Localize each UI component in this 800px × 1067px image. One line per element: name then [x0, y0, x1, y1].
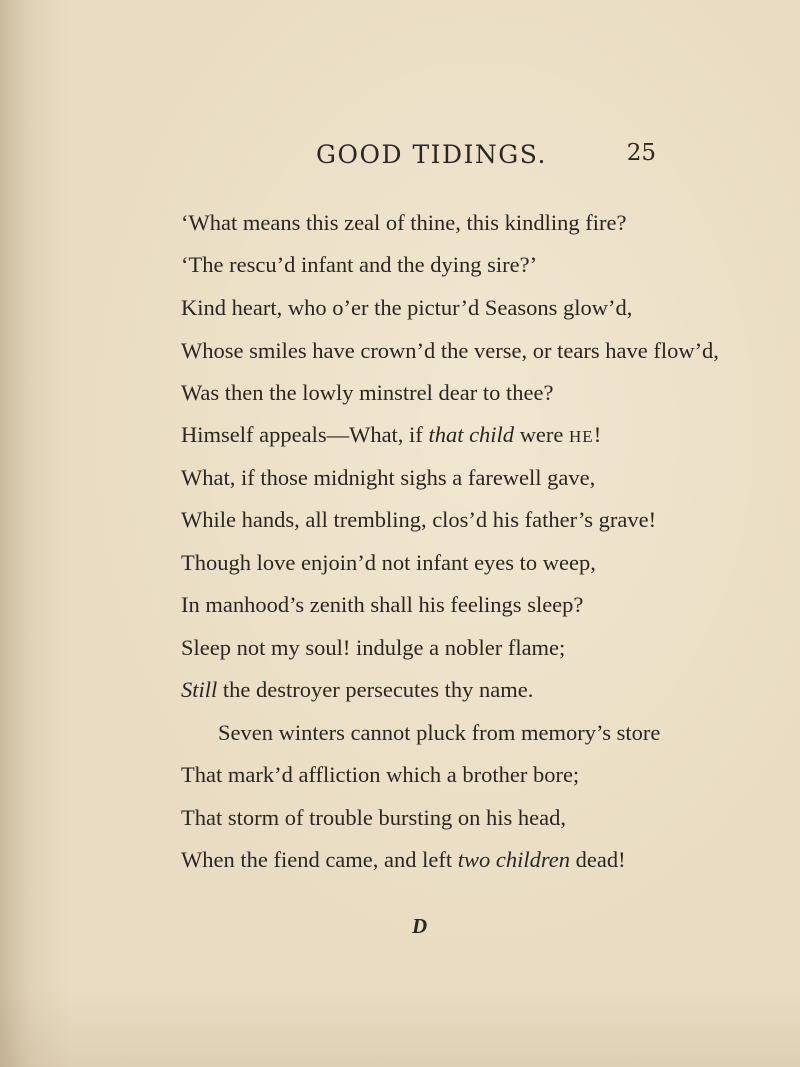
poem-line: That mark’d affliction which a brother bore; [181, 762, 580, 787]
signature-mark: D [412, 914, 428, 938]
poem-line: ‘The rescu’d infant and the dying sire?’ [181, 252, 538, 277]
page-title: GOOD TIDINGS. [316, 140, 547, 169]
running-head [316, 140, 656, 174]
poem-line: Though love enjoin’d not infant eyes to weep, [181, 550, 596, 575]
poem-line: Sleep not my soul! indulge a nobler flame; [181, 635, 566, 660]
poem-line: Whose smiles have crown’d the verse, or tears have flow’d, [181, 338, 719, 363]
poem-line: Still the destroyer persecutes thy name. [181, 677, 534, 702]
poem-line: Himself appeals—What, if that child were HE! [181, 422, 602, 447]
poem-line: ‘What means this zeal of thine, this kindling fire? [181, 210, 627, 235]
poem-line: Was then the lowly minstrel dear to thee? [181, 380, 554, 405]
page-number: 25 [626, 140, 656, 166]
poem-line: When the fiend came, and left two children dead! [181, 847, 626, 872]
poem-line: While hands, all trembling, clos’d his father’s grave! [181, 507, 657, 532]
poem-line: What, if those midnight sighs a farewell gave, [181, 465, 596, 490]
poem-line: Kind heart, who o’er the pictur’d Seasons glow’d, [181, 295, 633, 320]
poem-line: Seven winters cannot pluck from memory’s store [218, 720, 661, 745]
poem-line: That storm of trouble bursting on his head, [181, 805, 566, 830]
poem-line: In manhood’s zenith shall his feelings sleep? [181, 592, 584, 617]
